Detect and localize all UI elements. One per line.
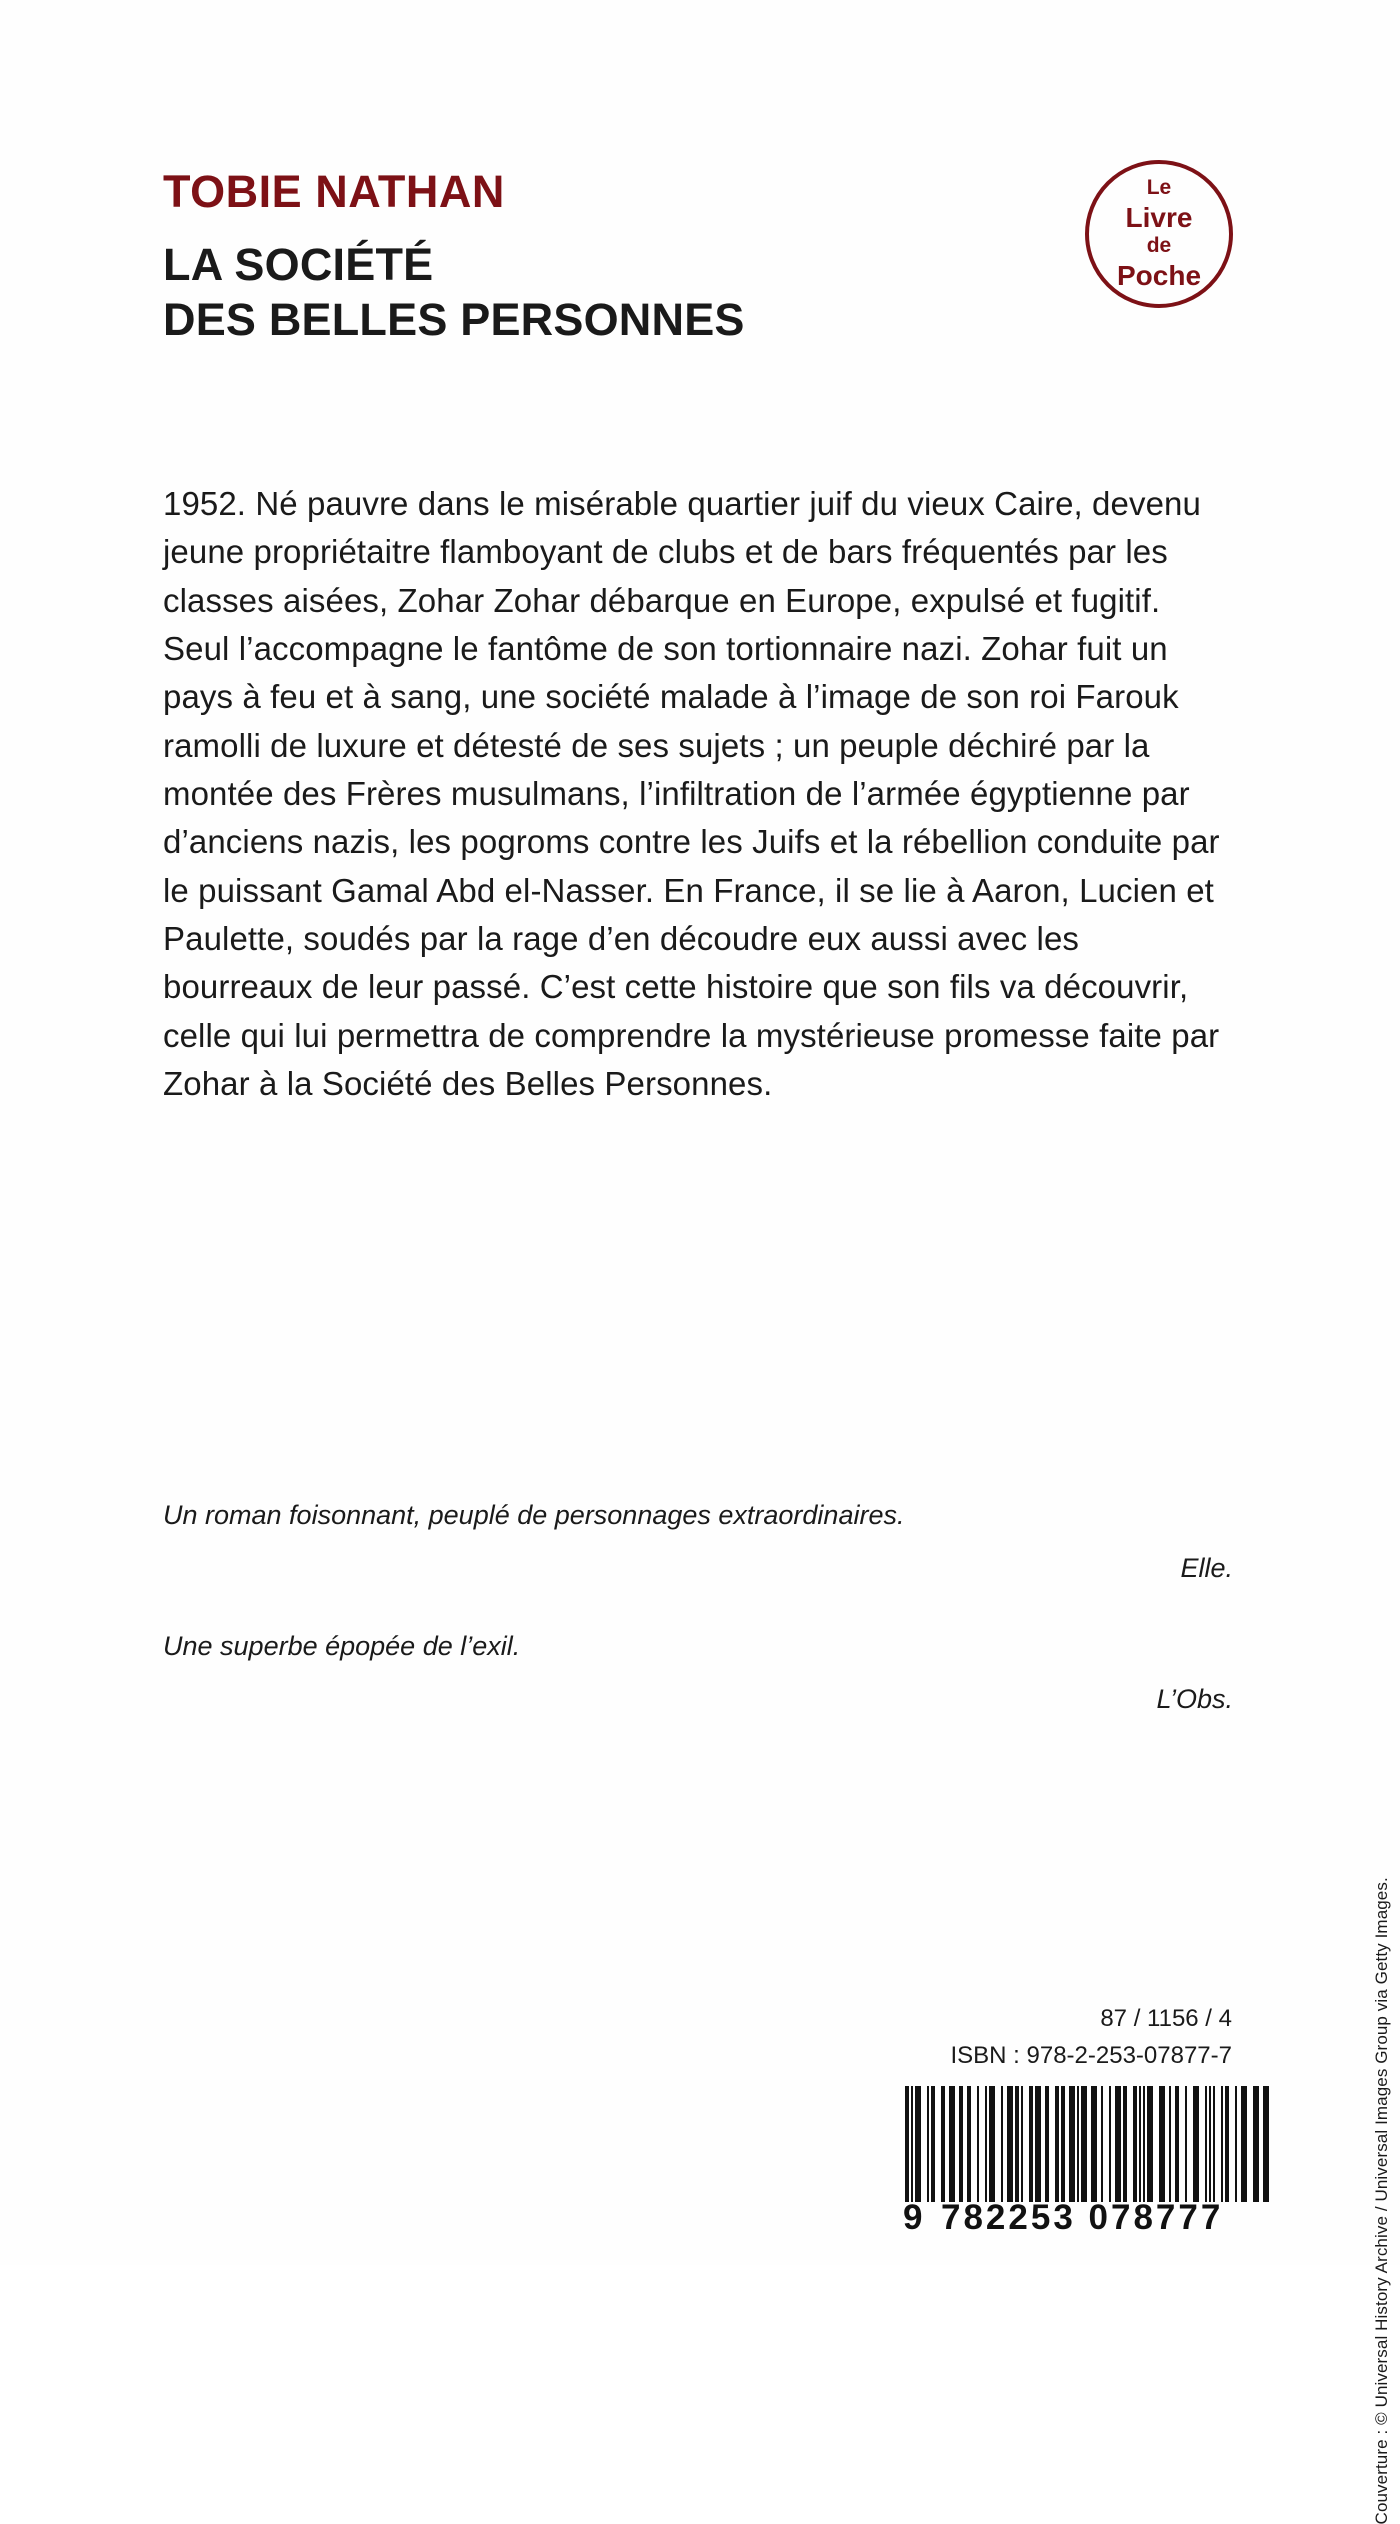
book-author: TOBIE NATHAN: [163, 166, 505, 217]
book-title-line-1: LA SOCIÉTÉ: [163, 239, 434, 290]
barcode-lead-digit: 9: [903, 2198, 923, 2237]
press-quote-text: Un roman foisonnant, peuplé de personnages extraordinaires.: [163, 1500, 905, 1530]
book-title-line-2: DES BELLES PERSONNES: [163, 293, 745, 345]
publisher-logo-line-1: Le: [1146, 176, 1172, 200]
book-blurb-text: 1952. Né pauvre dans le misérable quartier juif du vieux Caire, devenu jeune propriétaitre flamboyant de clubs et de bars fréquentés par les classes aisées, Zohar Zohar débarque en Europe, expulsé et fugitif. Seul l’accompagne le fantôme de son tortionnaire nazi. Zohar fuit un pays à feu et à sang, une société malade à l’image de son roi Farouk ramolli de luxure et détesté de ses sujets ; un peuple déchiré par la montée des Frères musulmans, l’infiltration de l’armée égyptienne par d’anciens nazis, les pogroms contre les Juifs et la rébellion conduite par le puissant Gamal Abd el-Nasser. En France, il se lie à Aaron, Lucien et Paulette, soudés par la rage d’en découdre eux aussi avec les bourreaux de leur passé. C’est cette histoire que son fils va découvrir, celle qui lui permettra de comprendre la mystérieuse promesse faite par Zohar à la Société des Belles Personnes.: [163, 485, 1220, 1103]
reference-code: 87 / 1156 / 4: [1100, 2005, 1232, 2032]
publisher-logo-line-3: de: [1146, 234, 1172, 257]
press-quotes: [163, 1495, 1233, 1757]
barcode-bars: [905, 2086, 1275, 2202]
publisher-logo-line-4: Poche: [1116, 259, 1202, 291]
barcode-digits: 782253 078777: [941, 2198, 1224, 2237]
barcode: [905, 2086, 1275, 2256]
press-quote: [163, 1495, 1233, 1588]
press-quote-text: Une superbe épopée de l’exil.: [163, 1631, 521, 1661]
isbn-code: ISBN : 978-2-253-07877-7: [950, 2042, 1232, 2070]
book-blurb: [163, 480, 1233, 1108]
book-title: [163, 238, 745, 348]
publisher-logo-icon: [1085, 160, 1233, 308]
cover-image-credit: Couverture : © Universal History Archive / Universal Images Group via Getty Images.: [1372, 1877, 1391, 2524]
press-quote-source: L’Obs.: [1156, 1683, 1233, 1714]
press-quote: [163, 1626, 1233, 1719]
press-quote-source: Elle.: [1180, 1552, 1233, 1583]
footer-codes: [950, 2000, 1232, 2074]
publisher-logo-line-2: Livre: [1125, 201, 1193, 233]
